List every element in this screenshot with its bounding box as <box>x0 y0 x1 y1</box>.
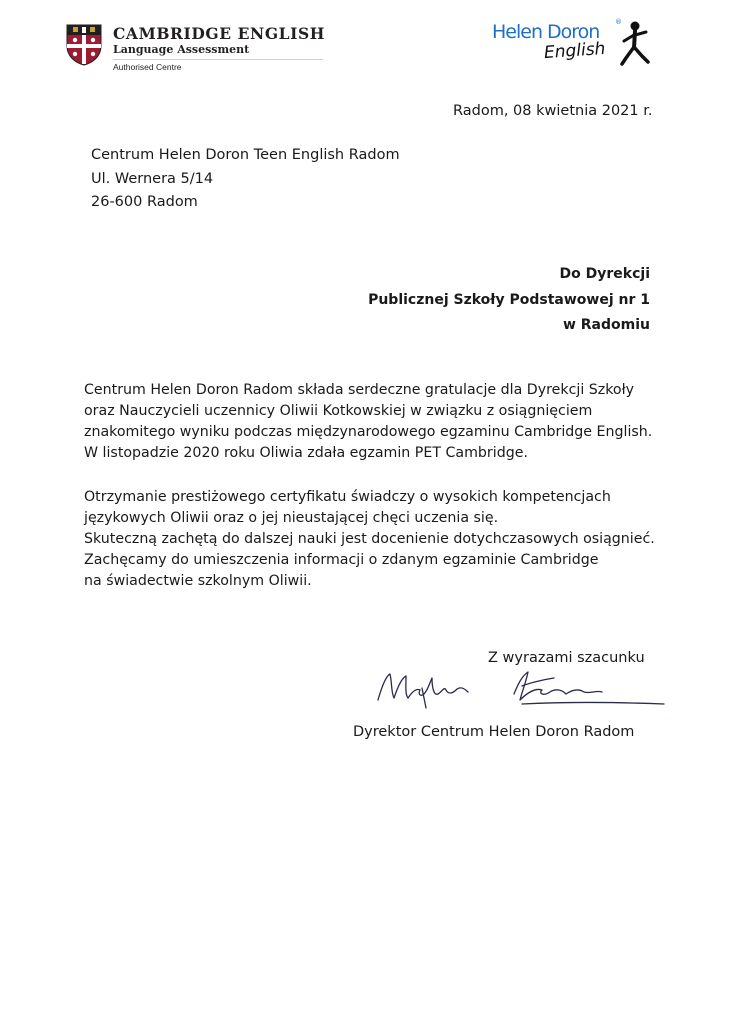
paragraph-line: W listopadzie 2020 roku Oliwia zdała egzamin PET Cambridge. <box>84 445 528 461</box>
sender-address <box>91 144 400 215</box>
paragraph-line: znakomitego wyniku podczas międzynarodowego egzaminu Cambridge English. <box>84 424 653 440</box>
cambridge-name: CAMBRIDGE ENGLISH <box>113 24 326 43</box>
recipient-line: Do Dyrekcji <box>559 266 650 282</box>
sender-line: Centrum Helen Doron Teen English Radom <box>91 147 400 163</box>
walking-figure-icon <box>620 20 650 68</box>
sender-line: 26-600 Radom <box>91 194 198 210</box>
paragraph-line: oraz Nauczycieli uczennicy Oliwii Kotkowskiej w związku z osiągnięciem <box>84 403 593 419</box>
helen-doron-name: Helen Doron <box>492 21 600 43</box>
helen-doron-registered-mark: ® <box>615 18 622 26</box>
body-paragraph-2 <box>84 487 655 592</box>
paragraph-line: na świadectwie szkolnym Oliwii. <box>84 573 312 589</box>
handwritten-signature <box>372 664 672 716</box>
paragraph-line: językowych Oliwii oraz o jej nieustającej chęci uczenia się. <box>84 510 499 526</box>
cambridge-shield-icon <box>66 24 102 66</box>
signer-title: Dyrektor Centrum Helen Doron Radom <box>353 724 635 740</box>
recipient-address <box>368 262 650 339</box>
paragraph-line: Zachęcamy do umieszczenia informacji o zdanym egzaminie Cambridge <box>84 552 599 568</box>
cambridge-authorised-centre: Authorised Centre <box>113 62 182 72</box>
recipient-line: Publicznej Szkoły Podstawowej nr 1 <box>368 291 650 308</box>
letter-date: Radom, 08 kwietnia 2021 r. <box>453 103 653 119</box>
body-paragraph-1 <box>84 380 653 464</box>
cambridge-divider <box>113 59 323 60</box>
paragraph-line: Centrum Helen Doron Radom składa serdeczne gratulacje dla Dyrekcji Szkoły <box>84 382 635 398</box>
recipient-line: w Radomiu <box>562 317 650 333</box>
paragraph-line: Skuteczną zachętą do dalszej nauki jest docenienie dotychczasowych osiągnieć. <box>84 531 655 547</box>
helen-doron-logo <box>492 18 662 78</box>
cambridge-english-logo <box>66 22 326 78</box>
paragraph-line: Otrzymanie prestiżowego certyfikatu świadczy o wysokich kompetencjach <box>84 489 611 505</box>
closing-phrase: Z wyrazami szacunku <box>488 650 645 666</box>
cambridge-subtitle: Language Assessment <box>113 43 250 56</box>
helen-doron-english: English <box>543 38 607 64</box>
sender-line: Ul. Wernera 5/14 <box>91 170 214 187</box>
